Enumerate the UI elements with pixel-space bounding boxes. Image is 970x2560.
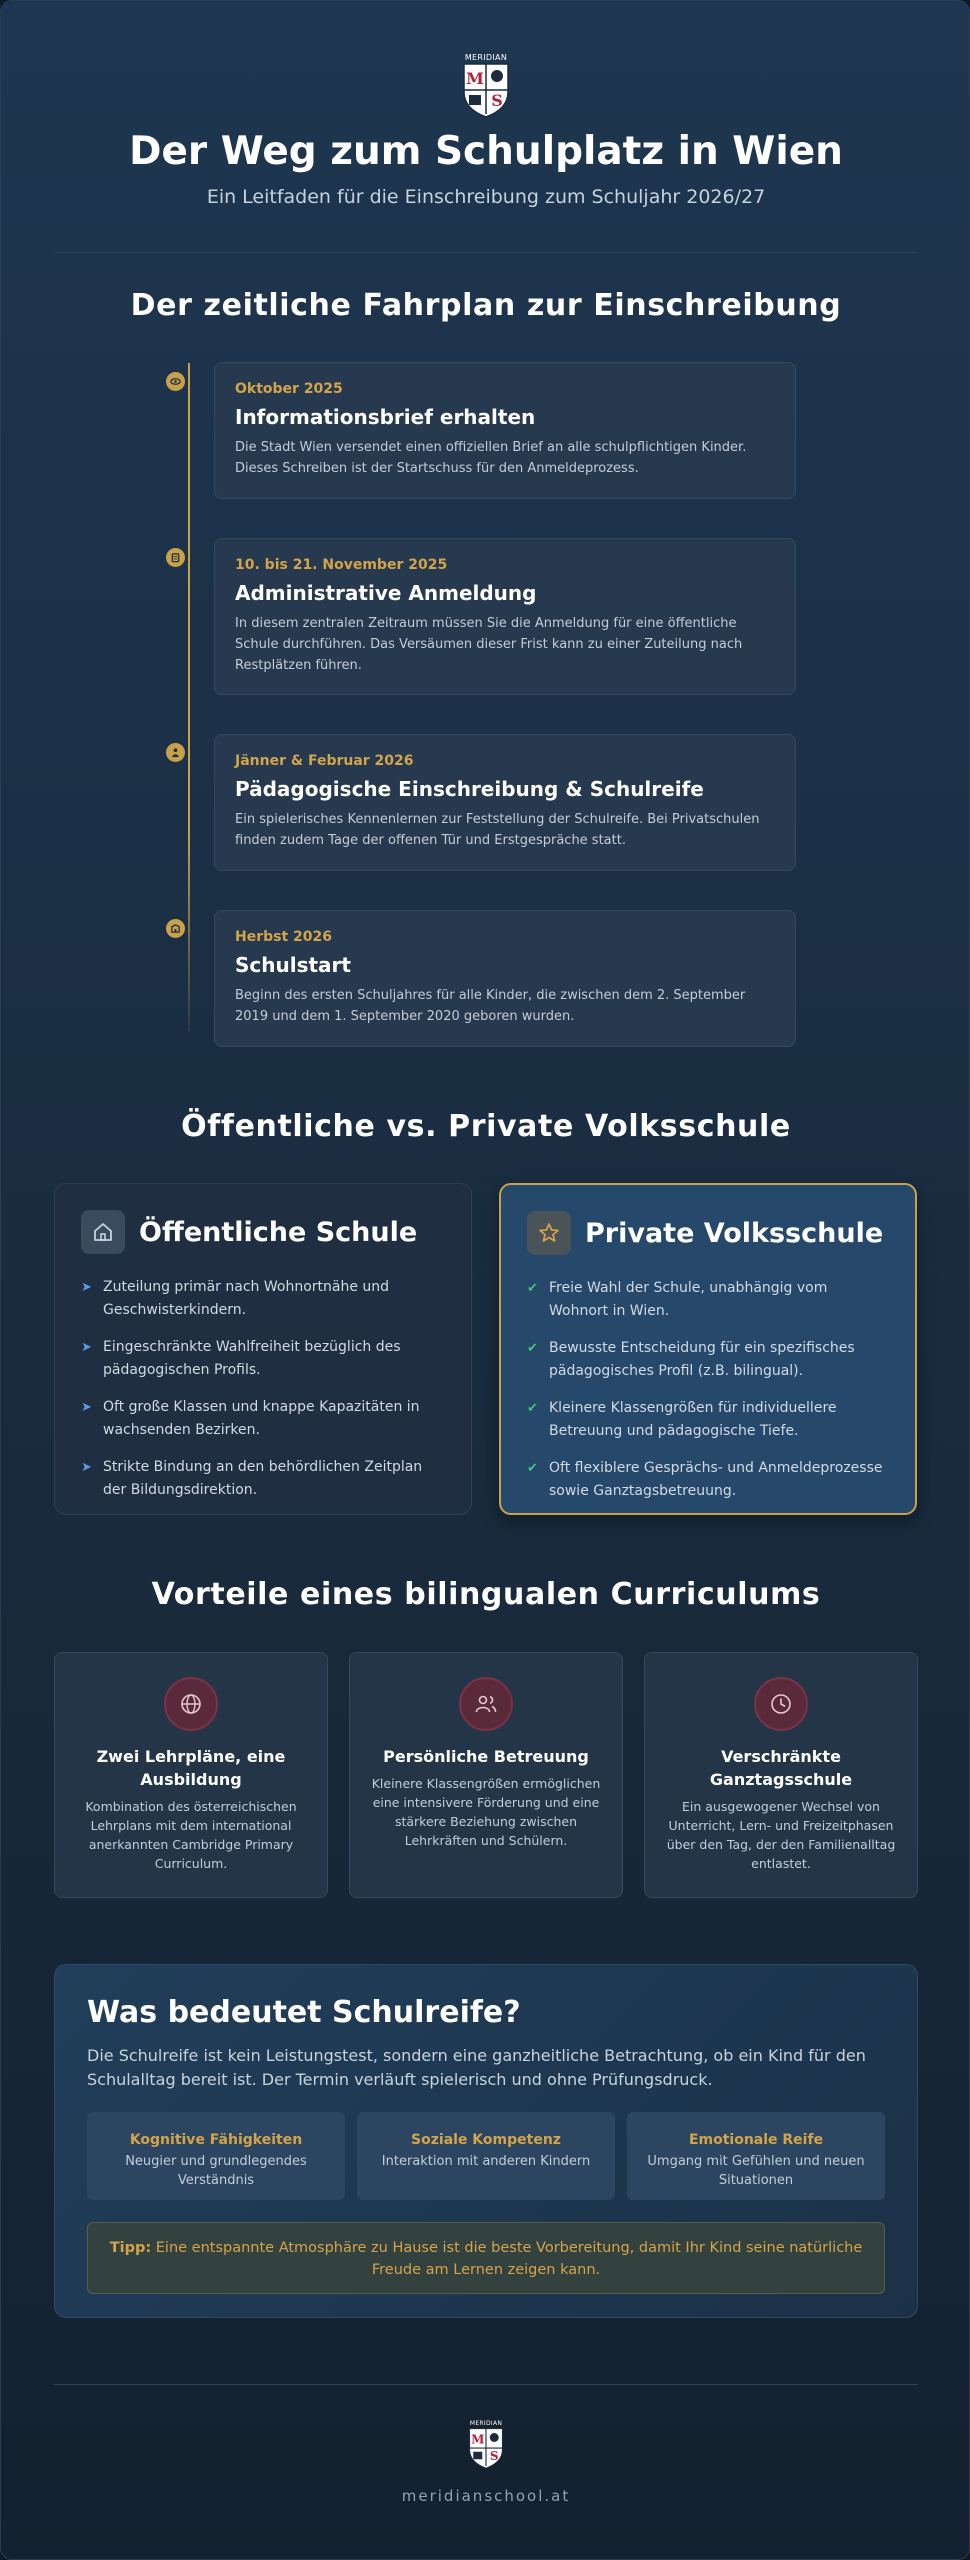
list-item: ➤ Zuteilung primär nach Wohnortnähe und Geschwisterkindern. (81, 1276, 445, 1322)
arrow-icon: ➤ (81, 1280, 92, 1295)
timeline-text: Die Stadt Wien versendet einen offiziellen Brief an alle schulpflichtigen Kinder. Dieses Schreiben ist der Startschuss für den Anmeldeprozess. (235, 440, 747, 476)
benefit-card (644, 1652, 918, 1898)
pillar-card (87, 2112, 345, 2200)
public-school-title: Öffentliche Schule (139, 1216, 418, 1248)
pillar-title: Emotionale Reife (688, 2132, 824, 2148)
benefit-text: Ein ausgewogener Wechsel von Unterricht, Lern- und Freizeitphasen über den Tag, der den Familienalltag entlastet. (666, 1799, 896, 1871)
arrow-icon: ➤ (81, 1460, 92, 1475)
footer-logo-letter-s: S (489, 2449, 499, 2463)
timeline-heading: Schulstart (235, 953, 351, 977)
logo-wordmark: MERIDIAN (464, 53, 508, 62)
readiness-panel (54, 1964, 918, 2318)
check-icon: ✔ (527, 1401, 538, 1416)
benefit-title: Persönliche Betreuung (383, 1747, 589, 1766)
list-item: ➤ Eingeschränkte Wahlfreiheit bezüglich des pädagogischen Profils. (81, 1336, 445, 1382)
shield-crest-icon (461, 62, 511, 118)
pillar-title: Soziale Kompetenz (411, 2132, 561, 2148)
house-icon (81, 1210, 125, 1254)
school-icon (166, 919, 185, 938)
private-school-list (527, 1277, 889, 1503)
list-item: ✔ Bewusste Entscheidung für ein spezifisches pädagogisches Profil (z.B. bilingual). (527, 1337, 889, 1383)
timeline-heading: Pädagogische Einschreibung & Schulreife (235, 777, 704, 801)
logo-letter-m: M (466, 69, 484, 88)
footer-logo-letter-m: M (471, 2432, 485, 2447)
timeline-text: In diesem zentralen Zeitraum müssen Sie die Anmeldung für eine öffentliche Schule durchführen. Das Versäumen dieser Frist kann zu einer Zuteilung nach Restplätzen führen. (235, 616, 743, 673)
clipboard-icon (166, 548, 185, 567)
timeline-date: Herbst 2026 (235, 929, 333, 945)
benefit-card (54, 1652, 328, 1898)
check-icon: ✔ (527, 1281, 538, 1296)
eye-icon (166, 372, 185, 391)
comparison-title: Öffentliche vs. Private Volksschule (181, 1109, 791, 1144)
tip-text: Eine entspannte Atmosphäre zu Hause ist die beste Vorbereitung, damit Ihr Kind seine natürliche Freude am Lernen zeigen kann. (155, 2240, 863, 2278)
timeline-item (214, 538, 796, 695)
timeline-text: Ein spielerisches Kennenlernen zur Feststellung der Schulreife. Bei Privatschulen finden zudem Tage der offenen Tür und Erstgespräche statt. (235, 812, 760, 848)
benefit-text: Kleinere Klassengrößen ermöglichen eine intensivere Förderung und eine stärkere Beziehung zwischen Lehrkräften und Schülern. (371, 1776, 601, 1848)
benefit-card (349, 1652, 623, 1898)
list-item: ✔ Kleinere Klassengrößen für individuellere Betreuung und pädagogische Tiefe. (527, 1397, 889, 1443)
timeline-date: 10. bis 21. November 2025 (235, 557, 448, 573)
benefit-title: Zwei Lehrpläne, eine Ausbildung (96, 1747, 286, 1789)
benefits-title: Vorteile eines bilingualen Curriculums (151, 1577, 821, 1612)
timeline-date: Oktober 2025 (235, 381, 343, 397)
pillar-card (357, 2112, 615, 2200)
footer-logo (467, 2420, 505, 2470)
list-item: ✔ Freie Wahl der Schule, unabhängig vom Wohnort in Wien. (527, 1277, 889, 1323)
pillar-text: Interaktion mit anderen Kindern (381, 2154, 591, 2169)
benefit-title: Verschränkte Ganztagsschule (709, 1747, 853, 1789)
globe-icon (164, 1677, 218, 1731)
arrow-icon: ➤ (81, 1400, 92, 1415)
shield-crest-icon (467, 2427, 505, 2469)
timeline-item (214, 362, 796, 499)
pillar-card (627, 2112, 885, 2200)
footer-logo-wordmark: MERIDIAN (469, 2420, 503, 2427)
page-subtitle: Ein Leitfaden für die Einschreibung zum Schuljahr 2026/27 (206, 186, 766, 208)
tip-label: Tipp: (109, 2240, 152, 2256)
check-icon: ✔ (527, 1341, 538, 1356)
timeline-item (214, 910, 796, 1047)
page-title: Der Weg zum Schulplatz in Wien (129, 129, 843, 174)
public-school-card (54, 1183, 472, 1515)
readiness-text: Die Schulreife ist kein Leistungstest, sondern eine ganzheitliche Betrachtung, ob ein Kind für den Schulalltag bereit ist. Der Termin verläuft spielerisch und ohne Prüfungsdruck. (87, 2046, 866, 2089)
arrow-icon: ➤ (81, 1340, 92, 1355)
timeline-line (188, 363, 190, 1031)
timeline-item (214, 734, 796, 871)
list-item: ➤ Strikte Bindung an den behördlichen Zeitplan der Bildungsdirektion. (81, 1456, 445, 1502)
people-icon (459, 1677, 513, 1731)
tip-box (87, 2222, 885, 2294)
list-item: ➤ Oft große Klassen und knappe Kapazitäten in wachsenden Bezirken. (81, 1396, 445, 1442)
pillar-title: Kognitive Fähigkeiten (129, 2132, 303, 2148)
pillar-text: Umgang mit Gefühlen und neuen Situationen (647, 2154, 865, 2188)
child-icon (166, 743, 185, 762)
school-logo (461, 53, 511, 119)
timeline-date: Jänner & Februar 2026 (235, 753, 414, 769)
star-icon (527, 1211, 571, 1255)
timeline-heading: Informationsbrief erhalten (235, 405, 536, 429)
timeline-heading: Administrative Anmeldung (235, 581, 537, 605)
list-item: ✔ Oft flexiblere Gesprächs- und Anmeldeprozesse sowie Ganztagsbetreuung. (527, 1457, 889, 1503)
private-school-card (499, 1183, 917, 1515)
private-school-title: Private Volksschule (585, 1217, 884, 1249)
divider (54, 252, 918, 253)
divider (54, 2384, 918, 2385)
pillar-text: Neugier und grundlegendes Verständnis (125, 2154, 307, 2188)
readiness-title: Was bedeutet Schulreife? (87, 1995, 521, 2030)
footer-url[interactable]: meridianschool.at (401, 2487, 571, 2505)
check-icon: ✔ (527, 1461, 538, 1476)
public-school-list (81, 1276, 445, 1502)
benefit-text: Kombination des österreichischen Lehrplans mit dem international anerkannten Cambridge Primary Curriculum. (85, 1799, 297, 1871)
readiness-pillars (87, 2112, 885, 2200)
timeline-title: Der zeitliche Fahrplan zur Einschreibung (130, 288, 842, 323)
timeline-text: Beginn des ersten Schuljahres für alle Kinder, die zwischen dem 2. September 2019 und dem 1. September 2020 geboren wurden. (235, 988, 746, 1024)
logo-letter-s: S (491, 91, 503, 110)
clock-icon (754, 1677, 808, 1731)
